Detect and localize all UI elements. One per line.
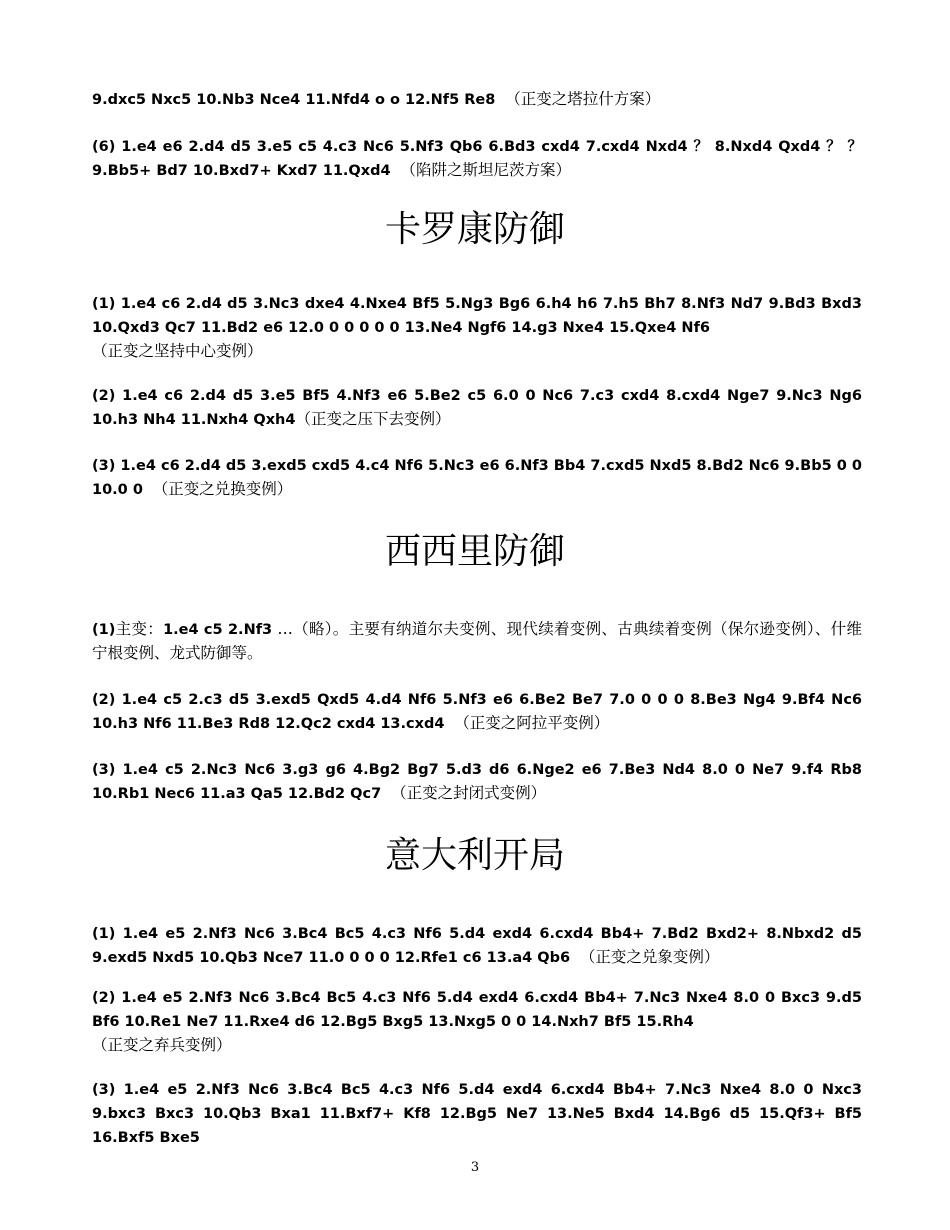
moves-text: 9.dxc5 Nxc5 10.Nb3 Nce4 11.Nfd4 o o 12.Nf5 Re8 — [92, 92, 496, 108]
italian-variation-1 — [92, 922, 862, 970]
intro-text: 主变： — [115, 620, 164, 638]
french-variation-6 — [92, 135, 862, 183]
variation-paragraph — [92, 688, 862, 736]
section-heading-caro-kann: 卡罗康防御 — [384, 209, 565, 250]
section-heading-italian: 意大利开局 — [384, 835, 565, 876]
moves-text: (3) 1.e4 e5 2.Nf3 Nc6 3.Bc4 Bc5 4.c3 Nf6 5.d4 exd4 6.cxd4 Bb4+ 7.Nc3 Nxe4 8.0 0 Nxc3 9.bxc3 Bxc3 10.Qb3 Bxa1 11.Bxf7+ Kf8 12.Bg5 Ne7 13.Ne5 Bxd4 14.Bg6 d5 15.Qf3+ Bf5 16.Bxf5 Bxe5 — [92, 1082, 862, 1146]
variation-note: （正变之弃兵变例） — [92, 1036, 232, 1054]
moves-text: (6) 1.e4 e6 2.d4 d5 3.e5 c5 4.c3 Nc6 5.Nf3 Qb6 6.Bd3 cxd4 7.cxd4 Nxd4 ？ 8.Nxd4 Qxd4 ？ ？ 9.Bb5+ Bd7 10.Bxd7+ Kxd7 11.Qxd4 — [92, 139, 862, 179]
variation-paragraph — [92, 384, 862, 432]
variation-paragraph — [92, 454, 862, 502]
moves-text: (1) 1.e4 e5 2.Nf3 Nc6 3.Bc4 Bc5 4.c3 Nf6 5.d4 exd4 6.cxd4 Bb4+ 7.Bd2 Bxd2+ 8.Nbxd2 d5 9.exd5 Nxd5 10.Qb3 Nce7 11.0 0 0 0 12.Rfe1 c6 13.a4 Qb6 — [92, 926, 862, 966]
moves-text: (3) 1.e4 c6 2.d4 d5 3.exd5 cxd5 4.c4 Nf6 5.Nc3 e6 6.Nf3 Bb4 7.cxd5 Nxd5 8.Bd2 Nc6 9.Bb5 0 0 10.0 0 — [92, 458, 862, 498]
page-number: 3 — [470, 1160, 480, 1175]
moves-text: 1.e4 c5 2.Nf3 — [163, 622, 273, 638]
moves-text: (1) 1.e4 c6 2.d4 d5 3.Nc3 dxe4 4.Nxe4 Bf5 5.Ng3 Bg6 6.h4 h6 7.h5 Bh7 8.Nf3 Nd7 9.Bd3 Bxd3 10.Qxd3 Qc7 11.Bd2 e6 12.0 0 0 0 0 0 13.Ne4 Ngf6 14.g3 Nxe4 15.Qxe4 Nf6 — [92, 296, 862, 336]
sicilian-variation-1 — [92, 618, 862, 665]
variation-note: （正变之塔拉什方案） — [505, 90, 661, 108]
variation-note: （正变之封闭式变例） — [391, 784, 547, 802]
variation-note: （正变之兑换变例） — [152, 480, 293, 498]
section-heading-sicilian: 西西里防御 — [384, 531, 565, 572]
variation-note: （正变之坚持中心变例） — [92, 342, 263, 360]
variation-paragraph — [92, 986, 862, 1057]
italian-variation-3 — [92, 1078, 862, 1150]
italian-variation-2 — [92, 986, 862, 1057]
variation-paragraph — [92, 1078, 862, 1150]
line-continuation — [92, 88, 862, 112]
french-continuation — [92, 88, 862, 112]
moves-text: (3) 1.e4 c5 2.Nc3 Nc6 3.g3 g6 4.Bg2 Bg7 5.d3 d6 6.Nge2 e6 7.Be3 Nd4 8.0 0 Ne7 9.f4 Rb8 10.Rb1 Nec6 11.a3 Qa5 12.Bd2 Qc7 — [92, 762, 862, 802]
variation-paragraph — [92, 618, 862, 665]
variation-paragraph — [92, 922, 862, 970]
variation-note: （正变之兑象变例） — [579, 948, 720, 966]
variation-note: （陷阱之斯坦尼茨方案） — [400, 161, 571, 179]
sicilian-variation-3 — [92, 758, 862, 806]
variation-paragraph — [92, 292, 862, 363]
caro-variation-1 — [92, 292, 862, 363]
variation-paragraph — [92, 758, 862, 806]
moves-text: (2) 1.e4 c6 2.d4 d5 3.e5 Bf5 4.Nf3 e6 5.Be2 c5 6.0 0 Nc6 7.c3 cxd4 8.cxd4 Nge7 9.Nc3 Ng6 10.h3 Nh4 11.Nxh4 Qxh4 — [92, 388, 862, 428]
variation-label: (1) — [92, 622, 116, 638]
caro-variation-2 — [92, 384, 862, 432]
sicilian-variation-2 — [92, 688, 862, 736]
moves-text: (2) 1.e4 c5 2.c3 d5 3.exd5 Qxd5 4.d4 Nf6 5.Nf3 e6 6.Be2 Be7 7.0 0 0 0 8.Be3 Ng4 9.Bf4 Nc6 10.h3 Nf6 11.Be3 Rd8 12.Qc2 cxd4 13.cxd4 — [92, 692, 862, 732]
variation-note: （正变之压下去变例） — [295, 410, 451, 428]
moves-text: (2) 1.e4 e5 2.Nf3 Nc6 3.Bc4 Bc5 4.c3 Nf6 5.d4 exd4 6.cxd4 Bb4+ 7.Nc3 Nxe4 8.0 0 Bxc3 9.d5 Bf6 10.Re1 Ne7 11.Rxe4 d6 12.Bg5 Bxg5 13.Nxg5 0 0 14.Nxh7 Bf5 15.Rh4 — [92, 990, 862, 1030]
variation-paragraph — [92, 135, 862, 183]
description-text: …（略）。主要有纳道尔夫变例、现代续着变例、古典续着变例（保尔逊变例）、什维宁根变例、龙式防御等。 — [92, 620, 862, 662]
caro-variation-3 — [92, 454, 862, 502]
variation-note: （正变之阿拉平变例） — [454, 714, 610, 732]
